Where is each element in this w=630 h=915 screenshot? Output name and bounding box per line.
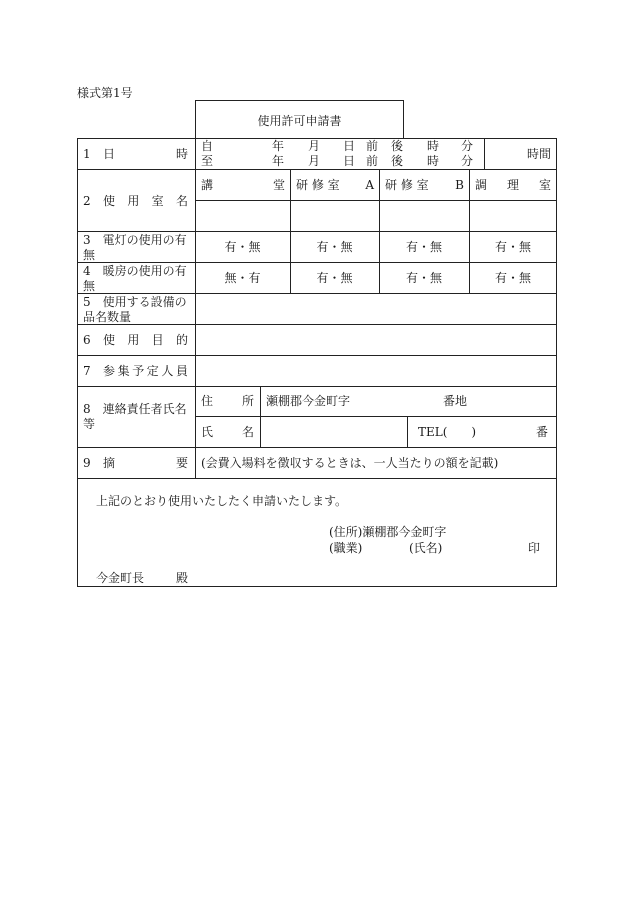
row-number: 6	[83, 333, 91, 347]
attendees-field[interactable]	[196, 356, 556, 386]
form-number: 様式第1号	[77, 86, 133, 100]
label-char: 員	[175, 364, 188, 378]
pm-unit: 後	[391, 139, 404, 153]
heating-choice[interactable]: 有・無	[316, 271, 353, 285]
heating-label: 4 暖房の使用の有	[83, 264, 187, 278]
room-suffix: A	[365, 178, 374, 192]
lighting-choice[interactable]: 有・無	[405, 240, 442, 254]
row-number: 2	[83, 194, 91, 208]
label-char: 名	[175, 194, 188, 208]
addressee: 今金町長	[96, 571, 145, 585]
purpose-field[interactable]	[196, 325, 556, 355]
row-number: 1	[83, 147, 91, 161]
hour-unit: 時	[427, 154, 440, 168]
row-rule	[77, 386, 557, 387]
year-unit: 年	[272, 154, 285, 168]
row-rule	[195, 200, 557, 201]
lighting-choice[interactable]: 有・無	[224, 240, 261, 254]
label-char: 室	[151, 194, 164, 208]
heating-choice[interactable]: 有・無	[405, 271, 442, 285]
room-training-a	[296, 179, 374, 191]
label-char: 集	[117, 364, 130, 378]
room-cooking	[475, 179, 551, 191]
year-unit: 年	[272, 139, 285, 153]
from-mark: 自	[201, 139, 214, 153]
address-label	[201, 395, 254, 407]
address-value[interactable]: 瀬棚郡今金町字	[266, 394, 351, 408]
day-unit: 日	[343, 139, 356, 153]
name-label	[201, 426, 254, 438]
form-title: 使用許可申請書	[257, 114, 342, 128]
label-char: 定	[146, 364, 159, 378]
label-char: 名	[241, 425, 254, 439]
contact-name-field[interactable]	[261, 417, 407, 447]
equipment-label-cont: 品名数量	[83, 310, 132, 324]
lighting-choice[interactable]: 有・無	[494, 240, 531, 254]
heating-choice[interactable]: 無・有	[224, 271, 261, 285]
equipment-field[interactable]	[196, 294, 556, 324]
row-number: 7	[83, 364, 91, 378]
label-char: 日	[103, 147, 116, 161]
label-char: 用	[127, 333, 140, 347]
tel-suffix: 番	[536, 425, 549, 439]
contact-label: 8 連絡責任者氏名	[83, 402, 187, 416]
contact-label-cont: 等	[83, 417, 96, 431]
label-char: 使	[103, 194, 116, 208]
lighting-label-cont: 無	[83, 248, 96, 262]
pm-unit: 後	[391, 154, 404, 168]
label-char: 的	[175, 333, 188, 347]
row-rule	[77, 447, 557, 448]
label-char: 所	[241, 394, 254, 408]
label-char: 用	[127, 194, 140, 208]
applicant-address: (住所)瀬棚郡今金町字	[329, 525, 447, 539]
month-unit: 月	[308, 154, 321, 168]
row-number: 9	[83, 456, 91, 470]
room-name: 研 修 室	[296, 178, 340, 192]
heating-choice[interactable]: 有・無	[494, 271, 531, 285]
label-char: 要	[175, 456, 188, 470]
column-rule	[407, 416, 408, 447]
room-hall	[201, 179, 285, 191]
hour-unit: 時	[427, 139, 440, 153]
room-suffix: B	[455, 178, 464, 192]
lighting-choice[interactable]: 有・無	[316, 240, 353, 254]
label-char: 参	[103, 364, 116, 378]
label-char: 人	[161, 364, 174, 378]
label-char: 予	[132, 364, 145, 378]
row-rule	[77, 262, 557, 263]
heating-label-cont: 無	[83, 279, 96, 293]
summary-label	[103, 457, 188, 469]
label-char: 目	[151, 333, 164, 347]
date-label	[103, 148, 188, 160]
date-from-line	[201, 140, 481, 154]
applicant-occupation: (職業)	[329, 541, 363, 555]
tel-label: TEL( )	[418, 425, 477, 439]
row-rule	[77, 169, 557, 170]
declaration-text: 上記のとおり使用いたしたく申請いたします。	[96, 494, 348, 508]
hours-unit: 時間	[527, 147, 552, 161]
room-char: 室	[538, 178, 551, 192]
address-suffix: 番地	[443, 394, 468, 408]
date-to-line	[201, 155, 481, 169]
label-char: 住	[201, 394, 214, 408]
month-unit: 月	[308, 139, 321, 153]
room-training-b	[385, 179, 464, 191]
label-char: 使	[103, 333, 116, 347]
am-unit: 前	[366, 154, 379, 168]
label-char: 氏	[201, 425, 214, 439]
room-char: 調	[475, 178, 488, 192]
room-char: 講	[201, 178, 214, 192]
room-name: 研 修 室	[385, 178, 429, 192]
equipment-label: 5 使用する設備の	[83, 295, 187, 309]
purpose-label	[103, 334, 188, 346]
summary-note: (会費入場料を徴収するときは、一人当たりの額を記載)	[201, 456, 499, 470]
column-rule	[484, 138, 485, 169]
minute-unit: 分	[461, 139, 474, 153]
minute-unit: 分	[461, 154, 474, 168]
applicant-name: (氏名)	[409, 541, 443, 555]
row-rule	[77, 478, 557, 479]
day-unit: 日	[343, 154, 356, 168]
room-label	[103, 195, 188, 207]
room-char: 堂	[272, 178, 285, 192]
label-char: 摘	[103, 456, 116, 470]
attendees-label	[103, 365, 188, 377]
room-char: 理	[506, 178, 519, 192]
lighting-label: 3 電灯の使用の有	[83, 233, 187, 247]
honorific: 殿	[176, 571, 189, 585]
label-char: 時	[175, 147, 188, 161]
row-rule	[77, 231, 557, 232]
seal-mark: 印	[528, 541, 541, 555]
am-unit: 前	[366, 139, 379, 153]
to-mark: 至	[201, 154, 214, 168]
